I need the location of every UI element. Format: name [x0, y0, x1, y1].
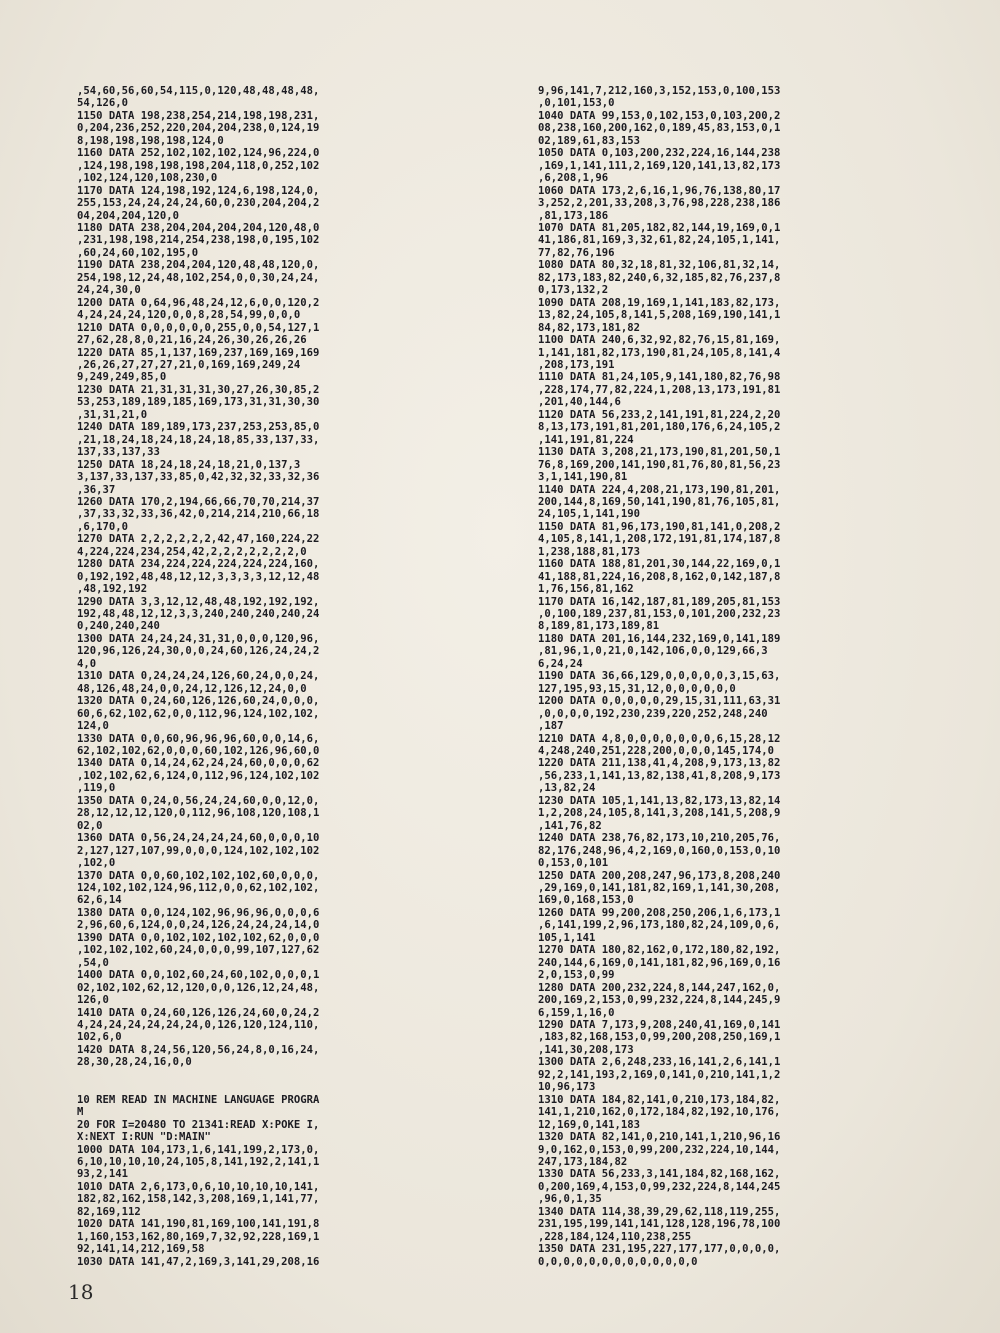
code-line: 1200 DATA 0,0,0,0,0,29,15,31,111,63,31	[538, 695, 781, 708]
code-line: 20 FOR I=20480 TO 21341:READ X:POKE I,	[77, 1118, 320, 1131]
code-line: ,201,40,144,6	[538, 396, 621, 409]
code-line: 1240 DATA 189,189,173,237,253,253,85,0	[77, 421, 320, 434]
code-line: 02,189,61,83,153	[538, 134, 641, 147]
code-line: 169,0,168,153,0	[538, 894, 634, 907]
code-line: 28,12,12,12,120,0,112,96,108,120,108,1	[77, 807, 320, 820]
code-line: ,0,101,153,0	[538, 97, 615, 110]
code-line: 1220 DATA 85,1,137,169,237,169,169,169	[77, 346, 320, 359]
code-line: 1280 DATA 200,232,224,8,144,247,162,0,	[538, 981, 781, 994]
code-line: ,96,0,1,35	[538, 1193, 602, 1206]
code-line: 48,126,48,24,0,0,24,12,126,12,24,0,0	[77, 682, 307, 695]
code-line: 12,169,0,141,183	[538, 1118, 641, 1131]
code-line: ,141,76,82	[538, 819, 602, 832]
code-line: 1270 DATA 2,2,2,2,2,2,42,47,160,224,22	[77, 533, 320, 546]
code-line: 1260 DATA 99,200,208,250,206,1,6,173,1	[538, 906, 781, 919]
code-line: ,81,173,186	[538, 209, 609, 222]
code-line: 82,169,112	[77, 1205, 141, 1218]
code-line: 0,0,0,0,0,0,0,0,0,0,0,0,0	[538, 1255, 698, 1268]
code-line: 1170 DATA 124,198,192,124,6,198,124,0,	[77, 184, 320, 197]
code-line: 41,188,81,224,16,208,8,162,0,142,187,8	[538, 570, 781, 583]
code-line: 127,195,93,15,31,12,0,0,0,0,0,0	[538, 682, 736, 695]
listing-right-column	[538, 85, 968, 1268]
code-line: 6,10,10,10,10,24,105,8,141,192,2,141,1	[77, 1155, 320, 1168]
code-line: 1020 DATA 141,190,81,169,100,141,191,8	[77, 1218, 320, 1231]
code-line: 1140 DATA 224,4,208,21,173,190,81,201,	[538, 483, 781, 496]
code-line: 255,153,24,24,24,24,60,0,230,204,204,2	[77, 197, 320, 210]
code-line: 1310 DATA 0,24,24,24,126,60,24,0,0,24,	[77, 670, 320, 683]
code-line: 0,153,0,101	[538, 857, 609, 870]
code-line: 3,1,141,190,81	[538, 471, 628, 484]
code-line: 0,173,132,2	[538, 284, 609, 297]
code-line: 27,62,28,8,0,21,16,24,26,30,26,26,26	[77, 334, 307, 347]
code-line: 0,200,169,4,153,0,99,232,224,8,144,245	[538, 1180, 781, 1193]
code-line: ,56,233,1,141,13,82,138,41,8,208,9,173	[538, 769, 781, 782]
code-line: 1290 DATA 3,3,12,12,48,48,192,192,192,	[77, 595, 320, 608]
code-line: 1240 DATA 238,76,82,173,10,210,205,76,	[538, 832, 781, 845]
code-line: 1200 DATA 0,64,96,48,24,12,6,0,0,120,2	[77, 296, 320, 309]
code-line: 76,8,169,200,141,190,81,76,80,81,56,23	[538, 458, 781, 471]
code-line: 82,173,183,82,240,6,32,185,82,76,237,8	[538, 271, 781, 284]
code-line: 0,192,192,48,48,12,12,3,3,3,3,12,12,48	[77, 570, 320, 583]
code-line: 1180 DATA 201,16,144,232,169,0,141,189	[538, 632, 781, 645]
code-line: 02,0	[77, 819, 103, 832]
code-line: 1210 DATA 4,8,0,0,0,0,0,0,0,6,15,28,12	[538, 732, 781, 745]
code-line: ,187	[538, 720, 564, 733]
code-line: 1150 DATA 81,96,173,190,81,141,0,208,2	[538, 520, 781, 533]
code-line: 1250 DATA 18,24,18,24,18,21,0,137,3	[77, 458, 301, 471]
code-line: 1350 DATA 0,24,0,56,24,24,60,0,0,12,0,	[77, 794, 320, 807]
code-line: ,102,102,62,6,124,0,112,96,124,102,102	[77, 769, 320, 782]
code-line: 240,144,6,169,0,141,181,82,96,169,0,16	[538, 956, 781, 969]
code-line: ,228,174,77,82,224,1,208,13,173,191,81	[538, 383, 781, 396]
code-line: ,141,191,81,224	[538, 433, 634, 446]
code-line: 1220 DATA 211,138,41,4,208,9,173,13,82	[538, 757, 781, 770]
code-line: 4,0	[77, 657, 97, 670]
code-line: 1400 DATA 0,0,102,60,24,60,102,0,0,0,1	[77, 969, 320, 982]
code-line: 1080 DATA 80,32,18,81,32,106,81,32,14,	[538, 259, 781, 272]
code-line: ,37,33,32,33,36,42,0,214,214,210,66,18	[77, 508, 320, 521]
code-line: 1030 DATA 141,47,2,169,3,141,29,208,16	[77, 1255, 320, 1268]
code-line: ,81,96,1,0,21,0,142,106,0,0,129,66,3	[538, 645, 768, 658]
code-line: 1050 DATA 0,103,200,232,224,16,144,238	[538, 147, 781, 160]
code-line: ,119,0	[77, 782, 116, 795]
code-line: 1360 DATA 0,56,24,24,24,24,60,0,0,0,10	[77, 832, 320, 845]
code-line: 254,198,12,24,48,102,254,0,0,30,24,24,	[77, 271, 320, 284]
code-line: 137,33,137,33	[77, 446, 160, 459]
code-line: 1090 DATA 208,19,169,1,141,183,82,173,	[538, 296, 781, 309]
code-line: 4,24,24,24,24,24,24,0,126,120,124,110,	[77, 1018, 320, 1031]
code-line: 1230 DATA 105,1,141,13,82,173,13,82,14	[538, 794, 781, 807]
code-line: 8,13,173,191,81,201,180,176,6,24,105,2	[538, 421, 781, 434]
code-line: 92,141,14,212,169,58	[77, 1243, 205, 1256]
code-line: ,29,169,0,141,181,82,169,1,141,30,208,	[538, 882, 781, 894]
code-line: 1300 DATA 2,6,248,233,16,141,2,6,141,1	[538, 1056, 781, 1069]
code-line: ,231,198,198,214,254,238,198,0,195,102	[77, 234, 320, 247]
code-line: 24,24,30,0	[77, 284, 141, 297]
code-line	[77, 1081, 482, 1093]
code-line: 10 REM READ IN MACHINE LANGUAGE PROGRA	[77, 1093, 320, 1106]
code-line: 1420 DATA 8,24,56,120,56,24,8,0,16,24,	[77, 1043, 320, 1056]
code-line: 1390 DATA 0,0,102,102,102,102,62,0,0,0	[77, 931, 320, 944]
code-line: 2,127,127,107,99,0,0,0,124,102,102,102	[77, 844, 320, 857]
code-line: 1230 DATA 21,31,31,31,30,27,26,30,85,2	[77, 383, 320, 396]
code-line: 1160 DATA 252,102,102,102,124,96,224,0	[77, 147, 320, 160]
code-line: ,26,26,27,27,27,21,0,169,169,249,24	[77, 358, 301, 371]
code-line: 120,96,126,24,30,0,0,24,60,126,24,24,2	[77, 645, 320, 658]
code-line: ,183,82,168,153,0,99,200,208,250,169,1	[538, 1031, 781, 1044]
code-line: 1310 DATA 184,82,141,0,210,173,184,82,	[538, 1093, 781, 1106]
code-line: 1250 DATA 200,208,247,96,173,8,208,240	[538, 869, 781, 882]
code-line: 247,173,184,82	[538, 1155, 628, 1168]
code-line: ,6,170,0	[77, 520, 129, 533]
code-line: 93,2,141	[77, 1168, 129, 1181]
code-line	[77, 1069, 482, 1081]
code-line: 1,160,153,162,80,169,7,32,92,228,169,1	[77, 1230, 320, 1243]
code-line: M	[77, 1106, 84, 1119]
code-line: 2,0,153,0,99	[538, 969, 615, 982]
code-line: 1150 DATA 198,238,254,214,198,198,231,	[77, 109, 320, 122]
code-line: 126,0	[77, 994, 109, 1007]
code-line: ,54,60,56,60,54,115,0,120,48,48,48,48,	[77, 85, 320, 97]
code-line: 1,141,181,82,173,190,81,24,105,8,141,4	[538, 346, 781, 359]
code-line: ,124,198,198,198,198,204,118,0,252,102	[77, 159, 320, 172]
code-line: 1190 DATA 36,66,129,0,0,0,0,0,3,15,63,	[538, 670, 781, 683]
code-line: ,60,24,60,102,195,0	[77, 246, 199, 259]
code-line: 9,96,141,7,212,160,3,152,153,0,100,153	[538, 85, 781, 97]
code-line: 1120 DATA 56,233,2,141,191,81,224,2,20	[538, 408, 781, 421]
code-line: 4,248,240,251,228,200,0,0,0,145,174,0	[538, 745, 774, 758]
code-line: 1260 DATA 170,2,194,66,66,70,70,214,37	[77, 495, 320, 508]
code-line: 9,249,249,85,0	[77, 371, 167, 384]
code-line: ,102,0	[77, 857, 116, 870]
code-line: 1210 DATA 0,0,0,0,0,0,255,0,0,54,127,1	[77, 321, 320, 334]
code-line: ,6,208,1,96	[538, 172, 609, 185]
code-line: 1330 DATA 56,233,3,141,184,82,168,162,	[538, 1168, 781, 1181]
code-line: ,169,1,141,111,2,169,120,141,13,82,173	[538, 159, 781, 172]
code-line: 1380 DATA 0,0,124,102,96,96,96,0,0,0,6	[77, 906, 320, 919]
code-line: X:NEXT I:RUN "D:MAIN"	[77, 1131, 211, 1144]
code-line: 1370 DATA 0,0,60,102,102,102,60,0,0,0,	[77, 869, 320, 882]
code-line: 28,30,28,24,16,0,0	[77, 1056, 192, 1069]
code-line: ,13,82,24	[538, 782, 596, 795]
page-number: 18	[68, 1280, 94, 1304]
code-line: ,0,0,0,0,192,230,239,220,252,248,240	[538, 707, 768, 720]
code-line: 1000 DATA 104,173,1,6,141,199,2,173,0,	[77, 1143, 320, 1156]
code-line: 62,6,14	[77, 894, 122, 907]
code-line: 9,0,162,0,153,0,99,200,232,224,10,144,	[538, 1143, 781, 1156]
code-line: 1070 DATA 81,205,182,82,144,19,169,0,1	[538, 221, 781, 234]
code-line: 1100 DATA 240,6,32,92,82,76,15,81,169,	[538, 334, 781, 347]
code-line: 82,176,248,96,4,2,169,0,160,0,153,0,10	[538, 844, 781, 857]
code-line: 10,96,173	[538, 1081, 596, 1094]
code-line: 1010 DATA 2,6,173,0,6,10,10,10,10,141,	[77, 1180, 320, 1193]
code-line: 60,6,62,102,62,0,0,112,96,124,102,102,	[77, 707, 320, 720]
code-line: ,102,124,120,108,230,0	[77, 172, 218, 185]
code-line: ,208,173,191	[538, 358, 615, 371]
code-line: 124,102,102,124,96,112,0,0,62,102,102,	[77, 882, 320, 894]
code-line: 41,186,81,169,3,32,61,82,24,105,1,141,	[538, 234, 781, 247]
code-line: 1300 DATA 24,24,24,31,31,0,0,0,120,96,	[77, 632, 320, 645]
code-line: 77,82,76,196	[538, 246, 615, 259]
code-line: 200,144,8,169,50,141,190,81,76,105,81,	[538, 495, 781, 508]
code-line: ,6,141,199,2,96,173,180,82,24,109,0,6,	[538, 919, 781, 932]
code-line: ,31,31,21,0	[77, 408, 148, 421]
code-line: 4,224,224,234,254,42,2,2,2,2,2,2,2,0	[77, 545, 307, 558]
code-line: 1190 DATA 238,204,204,120,48,48,120,0,	[77, 259, 320, 272]
code-line: 1130 DATA 3,208,21,173,190,81,201,50,1	[538, 446, 781, 459]
code-line: 102,6,0	[77, 1031, 122, 1044]
code-line: ,36,37	[77, 483, 116, 496]
code-line: 192,48,48,12,12,3,3,240,240,240,240,24	[77, 608, 320, 621]
code-line: 4,24,24,24,120,0,0,8,28,54,99,0,0,0	[77, 309, 301, 322]
code-line: ,228,184,124,110,238,255	[538, 1230, 692, 1243]
code-line: 3,137,33,137,33,85,0,42,32,32,33,32,36	[77, 471, 320, 484]
code-line: 1290 DATA 7,173,9,208,240,41,169,0,141	[538, 1018, 781, 1031]
code-line: 0,204,236,252,220,204,204,238,0,124,19	[77, 122, 320, 135]
code-line: ,102,102,102,60,24,0,0,0,99,107,127,62	[77, 944, 320, 957]
code-line: 62,102,102,62,0,0,0,60,102,126,96,60,0	[77, 745, 320, 758]
code-line: 6,159,1,16,0	[538, 1006, 615, 1019]
code-line: 4,105,8,141,1,208,172,191,81,174,187,8	[538, 533, 781, 546]
code-line: 1340 DATA 114,38,39,29,62,118,119,255,	[538, 1205, 781, 1218]
code-line: 141,1,210,162,0,172,184,82,192,10,176,	[538, 1106, 781, 1119]
code-line: 1040 DATA 99,153,0,102,153,0,103,200,2	[538, 109, 781, 122]
code-line: 182,82,162,158,142,3,208,169,1,141,77,	[77, 1193, 320, 1206]
code-line: 0,240,240,240	[77, 620, 160, 633]
code-line: 1160 DATA 188,81,201,30,144,22,169,0,1	[538, 558, 781, 571]
code-line: 53,253,189,189,185,169,173,31,31,30,30	[77, 396, 320, 409]
code-line: 08,238,160,200,162,0,189,45,83,153,0,1	[538, 122, 781, 135]
code-line: 200,169,2,153,0,99,232,224,8,144,245,9	[538, 994, 781, 1007]
code-line: 13,82,24,105,8,141,5,208,169,190,141,1	[538, 309, 781, 322]
code-line: 92,2,141,193,2,169,0,141,0,210,141,1,2	[538, 1068, 781, 1081]
code-line: 1110 DATA 81,24,105,9,141,180,82,76,98	[538, 371, 781, 384]
code-line: 1350 DATA 231,195,227,177,177,0,0,0,0,	[538, 1243, 781, 1256]
code-line: 1170 DATA 16,142,187,81,189,205,81,153	[538, 595, 781, 608]
code-line: 1060 DATA 173,2,6,16,1,96,76,138,80,17	[538, 184, 781, 197]
code-line: ,141,30,208,173	[538, 1043, 634, 1056]
code-line: 1,76,156,81,162	[538, 583, 634, 596]
listing-left-column	[77, 85, 482, 1268]
code-line: 2,96,60,6,124,0,0,24,126,24,24,24,14,0	[77, 919, 320, 932]
code-line: 1280 DATA 234,224,224,224,224,224,160,	[77, 558, 320, 571]
code-line: 54,126,0	[77, 97, 129, 110]
code-line: 1270 DATA 180,82,162,0,172,180,82,192,	[538, 944, 781, 957]
code-line: 1,2,208,24,105,8,141,3,208,141,5,208,9	[538, 807, 781, 820]
code-line: 231,195,199,141,141,128,128,196,78,100	[538, 1218, 781, 1231]
code-line: 1340 DATA 0,14,24,62,24,24,60,0,0,0,62	[77, 757, 320, 770]
code-line: 8,189,81,173,189,81	[538, 620, 660, 633]
code-line: 124,0	[77, 720, 109, 733]
code-line: 105,1,141	[538, 931, 596, 944]
code-line: 84,82,173,181,82	[538, 321, 641, 334]
code-line: ,48,192,192	[77, 583, 148, 596]
code-line: 1180 DATA 238,204,204,204,204,120,48,0	[77, 221, 320, 234]
code-line: 6,24,24	[538, 657, 583, 670]
code-line: 02,102,102,62,12,120,0,0,126,12,24,48,	[77, 981, 320, 994]
code-line: ,0,100,189,237,81,153,0,101,200,232,23	[538, 608, 781, 621]
code-line: 1330 DATA 0,0,60,96,96,96,60,0,0,14,6,	[77, 732, 320, 745]
code-line: 1410 DATA 0,24,60,126,126,24,60,0,24,2	[77, 1006, 320, 1019]
code-line: ,54,0	[77, 956, 109, 969]
code-line: 24,105,1,141,190	[538, 508, 641, 521]
code-line: 1,238,188,81,173	[538, 545, 641, 558]
code-line: 1320 DATA 82,141,0,210,141,1,210,96,16	[538, 1131, 781, 1144]
code-line: ,21,18,24,18,24,18,24,18,85,33,137,33,	[77, 433, 320, 446]
code-line: 04,204,204,120,0	[77, 209, 180, 222]
code-line: 8,198,198,198,198,124,0	[77, 134, 224, 147]
code-line: 3,252,2,201,33,208,3,76,98,228,238,186	[538, 197, 781, 210]
code-line: 1320 DATA 0,24,60,126,126,60,24,0,0,0,	[77, 695, 320, 708]
